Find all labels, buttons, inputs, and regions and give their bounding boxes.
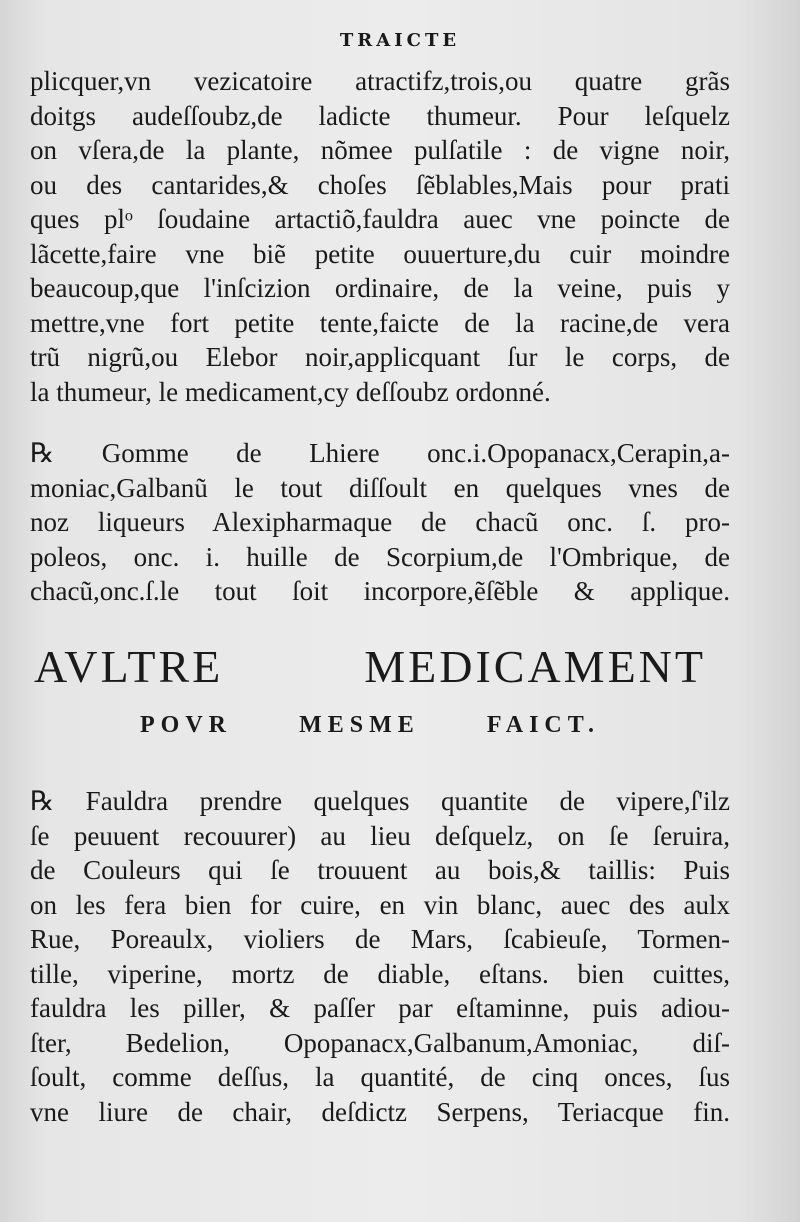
text-line: de Couleurs qui ſe trouuent au bois,& taillis: Puis — [30, 855, 730, 885]
text-line: tille, viperine, mortz de diable, eſtans. bien cuittes, — [30, 958, 730, 989]
text-line: on vſera,de la plante, nõmee pulſatile : de vigne noir, — [30, 135, 730, 165]
text-line: mettre,vne fort petite tente,faicte de la racine,de vera — [30, 307, 730, 338]
text-line: ſoult, comme deſſus, la quantité, de cinq onces, ſus — [30, 1062, 730, 1092]
text-line: poleos, onc. i. huille de Scorpium,de l'Ombrique, de — [30, 541, 730, 572]
text-line: ℞ Gomme de Lhiere onc.i.Opopanacx,Cerapin,a- — [30, 438, 730, 468]
text-line: ℞ Fauldra prendre quelques quantite de vipere,ſ'ilz — [30, 786, 730, 816]
text-line: la thumeur, le medicament,cy deſſoubz ordonné. — [30, 376, 551, 407]
text-line: beaucoup,que l'inſcizion ordinaire, de la veine, puis y — [30, 273, 730, 303]
running-head: TRAICTE — [339, 30, 461, 51]
text-line: ques plᵒ ſoudaine artactiõ,fauldra auec vne poincte de — [30, 204, 730, 234]
text-line: trũ nigrũ,ou Elebor noir,applicquant ſur le corps, de — [30, 342, 730, 372]
text-line: Rue, Poreaulx, violiers de Mars, ſcabieuſe, Tormen- — [30, 924, 730, 954]
recipe-2 — [30, 784, 730, 1129]
text-line: noz liqueurs Alexipharmaque de chacũ onc. ſ. pro- — [30, 507, 730, 537]
text-line: plicquer,vn vezicatoire atractifz,trois,ou quatre grãs — [30, 66, 730, 96]
section-heading: AVLTRE MEDICAMENT — [34, 641, 706, 692]
text-line: ſe peuuent recouurer) au lieu deſquelz, on ſe ſeruira, — [30, 820, 730, 851]
section-subheading: POVR MESME FAICT. — [140, 712, 600, 738]
text-line: fauldra les piller, & paſſer par eſtaminne, puis adiou- — [30, 993, 730, 1023]
text-line: vne liure de chair, deſdictz Serpens, Teriacque fin. — [30, 1096, 730, 1127]
text-line: chacũ,onc.ſ.le tout ſoit incorpore,ẽſẽble & applique. — [30, 576, 730, 606]
text-line: doitgs audeſſoubz,de ladicte thumeur. Pour leſquelz — [30, 100, 730, 131]
text-line: lãcette,faire vne biẽ petite ouuerture,du cuir moindre — [30, 238, 730, 269]
recipe-1 — [30, 436, 730, 609]
text-line: ou des cantarides,& choſes ſẽblables,Mais pour prati — [30, 169, 730, 200]
text-line: on les fera bien for cuire, en vin blanc, auec des aulx — [30, 889, 730, 920]
text-line: ſter, Bedelion, Opopanacx,Galbanum,Amoniac, diſ- — [30, 1027, 730, 1058]
paragraph-1 — [30, 64, 730, 409]
text-line: moniac,Galbanũ le tout diſſoult en quelques vnes de — [30, 472, 730, 503]
